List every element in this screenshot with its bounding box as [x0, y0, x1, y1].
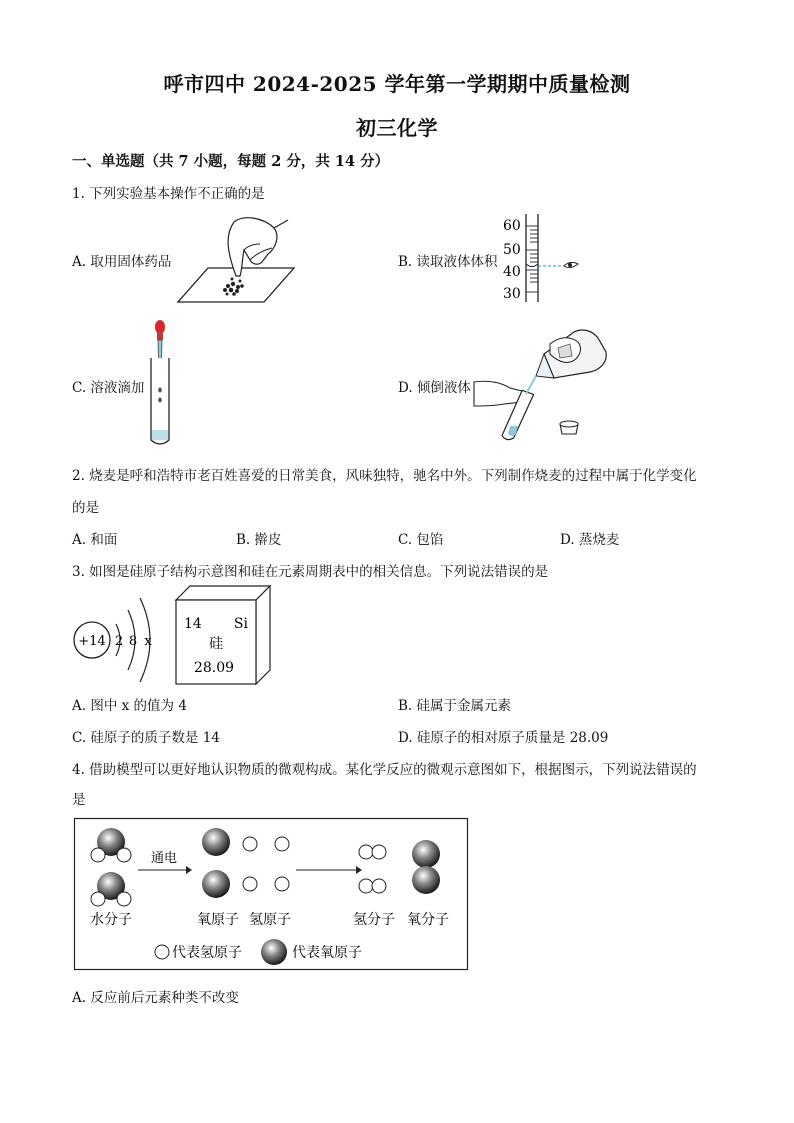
hydrogen-atom	[243, 877, 257, 891]
periodic-table-cell-silicon	[176, 586, 272, 686]
tick-label: 30	[503, 286, 521, 302]
electrolysis-label: 通电	[150, 851, 178, 866]
q3-option-d: D. 硅原子的相对原子质量是 28.09	[398, 730, 609, 746]
question-3-stem: 3. 如图是硅原子结构示意图和硅在元素周期表中的相关信息。下列说法错误的是	[72, 564, 549, 580]
solid-reagent-illustration	[178, 214, 298, 306]
water-electrolysis-diagram	[74, 818, 468, 970]
question-2-stem-line1: 2. 烧麦是呼和浩特市老百姓喜爱的日常美食，风味独特，驰名中外。下列制作烧麦的过程中属于化学变化	[72, 468, 697, 484]
q2-option-c: C. 包馅	[398, 532, 444, 548]
question-2-stem-line2: 的是	[72, 500, 99, 516]
section-heading: 一、单选题（共 7 小题，每题 2 分，共 14 分）	[72, 153, 390, 170]
legend-oxygen-text: 代表氧原子	[292, 945, 362, 961]
q4-option-a: A. 反应前后元素种类不改变	[72, 990, 239, 1006]
hydrogen-molecule-label: 氢分子	[353, 912, 395, 928]
hydrogen-atom-label: 氢原子	[249, 912, 291, 928]
q3-option-c: C. 硅原子的质子数是 14	[72, 730, 220, 746]
silicon-atom-structure-diagram	[72, 594, 162, 688]
hydrogen-atom	[275, 837, 289, 851]
water-label: 水分子	[90, 912, 132, 928]
q3-option-b: B. 硅属于金属元素	[398, 698, 512, 714]
exam-title: 呼市四中 2024-2025 学年第一学期期中质量检测	[163, 72, 631, 96]
question-1-stem: 1. 下列实验基本操作不正确的是	[72, 186, 265, 202]
hydrogen-atom	[275, 877, 289, 891]
q3-option-a: A. 图中 x 的值为 4	[72, 698, 187, 714]
atomic-number: 14	[184, 616, 202, 632]
shell-3-electrons: x	[144, 634, 152, 649]
q1-option-a: A. 取用固体药品	[72, 254, 172, 270]
q2-option-b: B. 擀皮	[236, 532, 282, 548]
element-name: 硅	[209, 636, 223, 652]
dropper-illustration	[146, 318, 186, 450]
q2-option-d: D. 蒸烧麦	[560, 532, 620, 548]
legend-hydrogen-text: 代表氢原子	[172, 945, 242, 961]
q1-option-d: D. 倾倒液体	[398, 380, 471, 396]
oxygen-atom-label: 氧原子	[197, 912, 239, 928]
atomic-mass: 28.09	[193, 660, 235, 676]
q1-option-c: C. 溶液滴加	[72, 380, 145, 396]
legend-hydrogen-icon	[155, 945, 169, 959]
oxygen-atom	[202, 828, 230, 856]
q1-option-b: B. 读取液体体积	[398, 254, 498, 270]
oxygen-atom	[202, 870, 230, 898]
oxygen-molecule-label: 氧分子	[407, 912, 449, 928]
exam-subtitle: 初三化学	[356, 116, 438, 140]
tick-label: 50	[503, 242, 521, 258]
nucleus-charge: +14	[78, 634, 106, 649]
pouring-liquid-illustration	[474, 326, 614, 442]
question-4-stem-line2: 是	[72, 792, 86, 808]
hydrogen-atom	[243, 837, 257, 851]
shell-1-electrons: 2	[114, 634, 124, 649]
legend-oxygen-icon	[261, 939, 287, 965]
shell-2-electrons: 8	[128, 634, 138, 649]
q2-option-a: A. 和面	[72, 532, 118, 548]
tick-label: 40	[503, 264, 521, 280]
tick-label: 60	[503, 218, 521, 234]
element-symbol: Si	[233, 616, 248, 632]
question-4-stem-line1: 4. 借助模型可以更好地认识物质的微观构成。某化学反应的微观示意图如下，根据图示，下列说法错误的	[72, 762, 697, 778]
graduated-cylinder-illustration	[498, 212, 588, 304]
